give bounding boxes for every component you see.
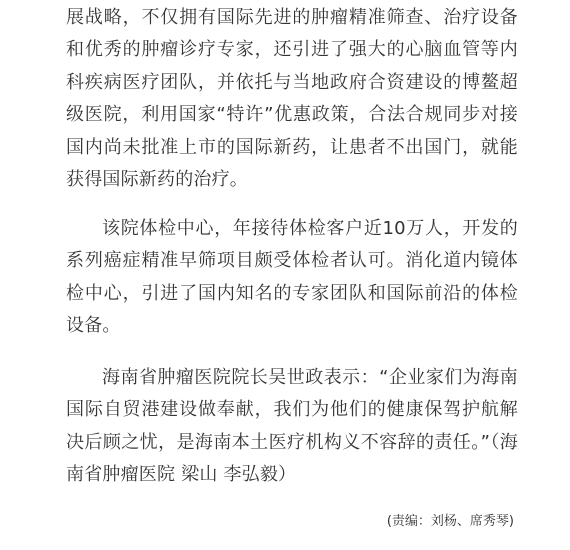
article-paragraph-health-center: 该院体检中心，年接待体检客户近10万人，开发的系列癌症精准早筛项目颇受体检者认可。消化道内镜体检中心，引进了国内知名的专家团队和国际前沿的体检设备。 (66, 218, 518, 337)
editor-credit: (责编：刘杨、席秀琴) (386, 514, 514, 529)
article-paragraph-continued: 展战略，不仅拥有国际先进的肿瘤精准筛查、治疗设备和优秀的肿瘤诊疗专家，还引进了强大的心脑血管等内科疾病医疗团队，并依托与当地政府合资建设的博鳌超级医院，利用国家“特许”优惠政策，合法合规同步对接国内尚未批准上市的国际新药，让患者不出国门，就能获得国际新药的治疗。 (66, 7, 518, 191)
article-paragraph-quote: 海南省肿瘤医院院长吴世政表示：“企业家们为海南国际自贸港建设做奉献，我们为他们的健康保驾护航解决后顾之忧，是海南本土医疗机构义不容辞的责任。”（海南省肿瘤医院 梁山 李弘毅） (66, 367, 518, 486)
